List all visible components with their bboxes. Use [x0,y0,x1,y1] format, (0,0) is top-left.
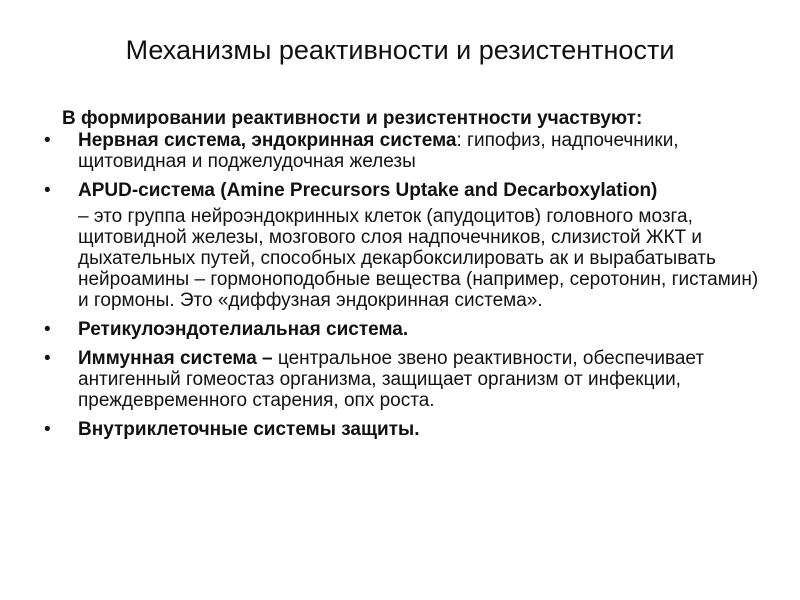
bullet-list [44,130,764,440]
item-bold-text: Внутриклеточные системы защиты. [78,419,420,440]
item-bold-text: Ретикулоэндотелиальная система. [78,319,409,340]
bullet-icon: • [44,348,51,369]
list-item [44,180,764,201]
item-bold-text: APUD-система (Amine Precursors Uptake and Decarboxylation) [78,180,658,201]
lead-text: В формировании реактивности и резистентности участвуют: [62,108,643,129]
bullet-icon: • [44,319,51,340]
bullet-icon: • [44,130,51,151]
list-item [44,419,764,440]
slide-body [44,108,764,448]
slide-title: Механизмы реактивности и резистентности [125,35,675,65]
item-bold-text: Иммунная система – [78,348,273,369]
bullet-icon: • [44,180,51,201]
item-text: центральное звено реактивности, обеспечивает антигенный гомеостаз организма, защищает организм от инфекции, преждевременного старения, опх роста. [78,348,705,411]
apud-description: – это группа нейроэндокринных клеток (апудоцитов) головного мозга, щитовидной железы, мозгового слоя надпочечников, слизистой ЖКТ и дыхательных путей, способных декарбоксилировать ак и вырабатывать нейроамины – гормоноподобные вещества (например, серотонин, гистамин) и гормоны. Это «диффузная эндокринная система». [78,206,759,311]
item-text: : гипофиз, надпочечники, щитовидная и поджелудочная железы [78,130,679,172]
list-item [44,130,764,172]
item-bold-text: Нервная система, эндокринная система [78,130,457,151]
bullet-icon: • [44,419,51,440]
list-item [44,348,764,411]
list-item [44,319,764,340]
